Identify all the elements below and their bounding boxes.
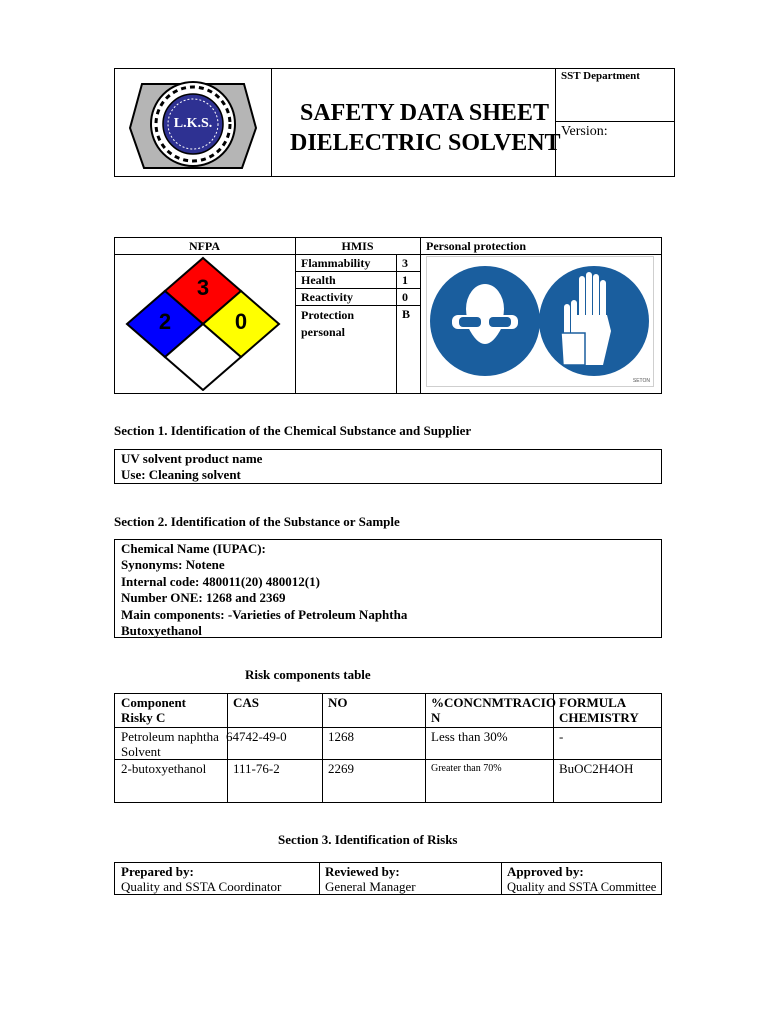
row2-cas: 111-76-2 <box>233 761 280 776</box>
approved-by-value: Quality and SSTA Committee <box>507 880 657 894</box>
header-component: Component <box>121 695 187 710</box>
row2-no: 2269 <box>328 761 354 776</box>
reviewed-by-label: Reviewed by: <box>325 864 400 879</box>
chemical-name-line: Chemical Name (IUPAC): <box>121 541 266 556</box>
prepared-by-value: Quality and SSTA Coordinator <box>121 879 282 894</box>
hmis-reactivity-value: 0 <box>402 290 408 304</box>
row1-component: Petroleum naphtha <box>121 729 219 744</box>
header-formula: FORMULA <box>559 695 627 710</box>
hmis-reactivity-label: Reactivity <box>301 290 353 304</box>
document-title-line1: SAFETY DATA SHEET <box>300 100 549 126</box>
logo-text: L.K.S. <box>173 116 213 131</box>
hmis-protection-value: B <box>402 307 411 321</box>
header-chemistry: CHEMISTRY <box>559 710 639 725</box>
row1-no: 1268 <box>328 729 354 744</box>
product-use-line: Use: Cleaning solvent <box>121 467 241 482</box>
nfpa-diamond <box>121 255 285 391</box>
row2-formula: BuOC2H4OH <box>559 761 634 776</box>
hmis-health-label: Health <box>301 273 336 287</box>
hmis-header: HMIS <box>341 239 374 253</box>
gloves-icon <box>539 266 649 376</box>
goggles-icon <box>430 266 540 376</box>
section2-title: Section 2. Identification of the Substance or Sample <box>114 514 400 529</box>
header-cas: CAS <box>233 695 260 710</box>
nfpa-header: NFPA <box>188 239 221 253</box>
department-label: SST Department <box>561 70 640 82</box>
company-logo <box>124 72 262 172</box>
section3-title: Section 3. Identification of Risks <box>278 832 458 847</box>
approved-by-label: Approved by: <box>507 864 584 879</box>
product-name-line: UV solvent product name <box>121 451 263 466</box>
header-concentration: %CONCNMTRACIO <box>431 695 556 710</box>
version-label: Version: <box>561 124 608 139</box>
ppe-credit: SETON <box>632 378 650 384</box>
section1-title: Section 1. Identification of the Chemical Substance and Supplier <box>114 423 472 438</box>
header-no: NO <box>328 695 348 710</box>
row1-formula: - <box>559 729 564 744</box>
row1-component-cont: Solvent <box>121 744 161 759</box>
nfpa-fire-value: 3 <box>196 275 210 300</box>
nfpa-health-value: 2 <box>158 309 172 334</box>
reviewed-by-value: General Manager <box>325 879 416 894</box>
nfpa-reactivity-value: 0 <box>234 309 248 334</box>
prepared-by-label: Prepared by: <box>121 864 194 879</box>
hmis-flammability-label: Flammability <box>301 256 371 270</box>
ppe-icons-panel <box>426 256 654 387</box>
row2-concentration: Greater than 70% <box>431 763 502 774</box>
main-components-line: Main components: -Varieties of Petroleum Naphtha <box>121 607 408 622</box>
synonyms-line: Synonyms: Notene <box>121 557 225 572</box>
hmis-protection-label: Protection personal <box>301 308 355 339</box>
internal-code-line: Internal code: 480011(20) 480012(1) <box>121 574 320 589</box>
document-title-line2: DIELECTRIC SOLVENT <box>290 130 561 156</box>
risk-table-title: Risk components table <box>245 667 371 682</box>
personal-protection-header: Personal protection <box>426 239 527 253</box>
header-concentration-cont: N <box>431 710 441 725</box>
hmis-flammability-value: 3 <box>402 256 408 270</box>
hmis-health-value: 1 <box>402 273 408 287</box>
butoxyethanol-line: Butoxyethanol <box>121 623 202 638</box>
row2-component: 2-butoxyethanol <box>121 761 207 776</box>
row1-cas: 64742-49-0 <box>226 729 287 744</box>
number-one-line: Number ONE: 1268 and 2369 <box>121 590 286 605</box>
header-risky-c: Risky C <box>121 710 166 725</box>
row1-concentration: Less than 30% <box>431 729 508 744</box>
